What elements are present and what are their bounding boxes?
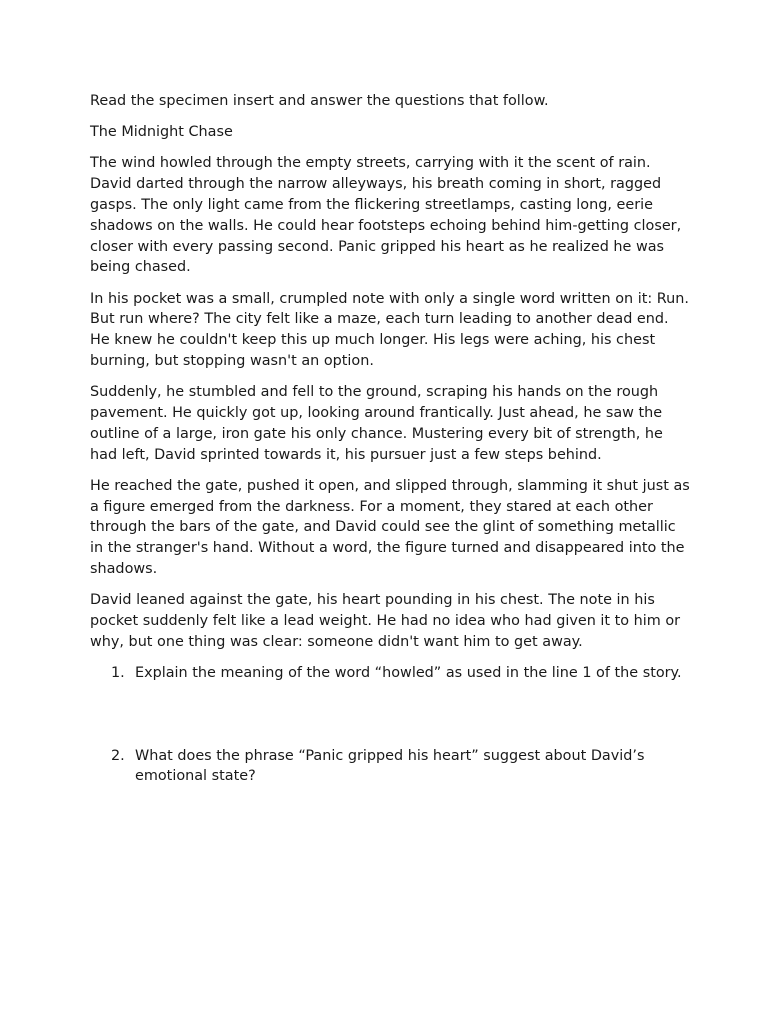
story-paragraph: He reached the gate, pushed it open, and slipped through, slamming it shut just as a figure emerged from the darkness. For a moment, they stared at each other through the bars of the gate, and David could see the glint of something metallic in the stranger's hand. Without a word, the figure turned and disappeared into the shadows. [90,477,690,577]
instruction-text: Read the specimen insert and answer the questions that follow. [90,93,549,109]
document-page [90,91,690,787]
story-paragraph: Suddenly, he stumbled and fell to the ground, scraping his hands on the rough pavement. He quickly got up, looking around frantically. Just ahead, he saw the outline of a large, iron gate his only chance. Mustering every bit of strength, he had left, David sprinted towards it, his pursuer just a few steps behind. [90,384,663,463]
question-list [90,663,690,787]
question-text: Explain the meaning of the word “howled” as used in the line 1 of the story. [135,664,682,681]
story-paragraph: The wind howled through the empty streets, carrying with it the scent of rain. David darted through the narrow alleyways, his breath coming in short, ragged gasps. The only light came from the flickering streetlamps, casting long, eerie shadows on the walls. He could hear footsteps echoing behind him-getting closer, closer with every passing second. Panic gripped his heart as he realized he was being chased. [90,155,682,276]
story-title: The Midnight Chase [90,124,233,141]
question-text: What does the phrase “Panic gripped his heart” suggest about David’s emotional state? [135,747,645,785]
question-number: 2. [111,747,125,764]
story-paragraph: In his pocket was a small, crumpled note with only a single word written on it: Run. But run where? The city felt like a maze, each turn leading to another dead end. He knew he couldn't keep this up much longer. His legs were aching, his chest burning, but stopping wasn't an option. [90,290,689,369]
question-item [90,663,690,684]
question-number: 1. [111,664,125,681]
story-paragraph: David leaned against the gate, his heart pounding in his chest. The note in his pocket suddenly felt like a lead weight. He had no idea who had given it to him or why, but one thing was clear: someone didn't want him to get away. [90,592,681,650]
question-item [90,746,690,788]
